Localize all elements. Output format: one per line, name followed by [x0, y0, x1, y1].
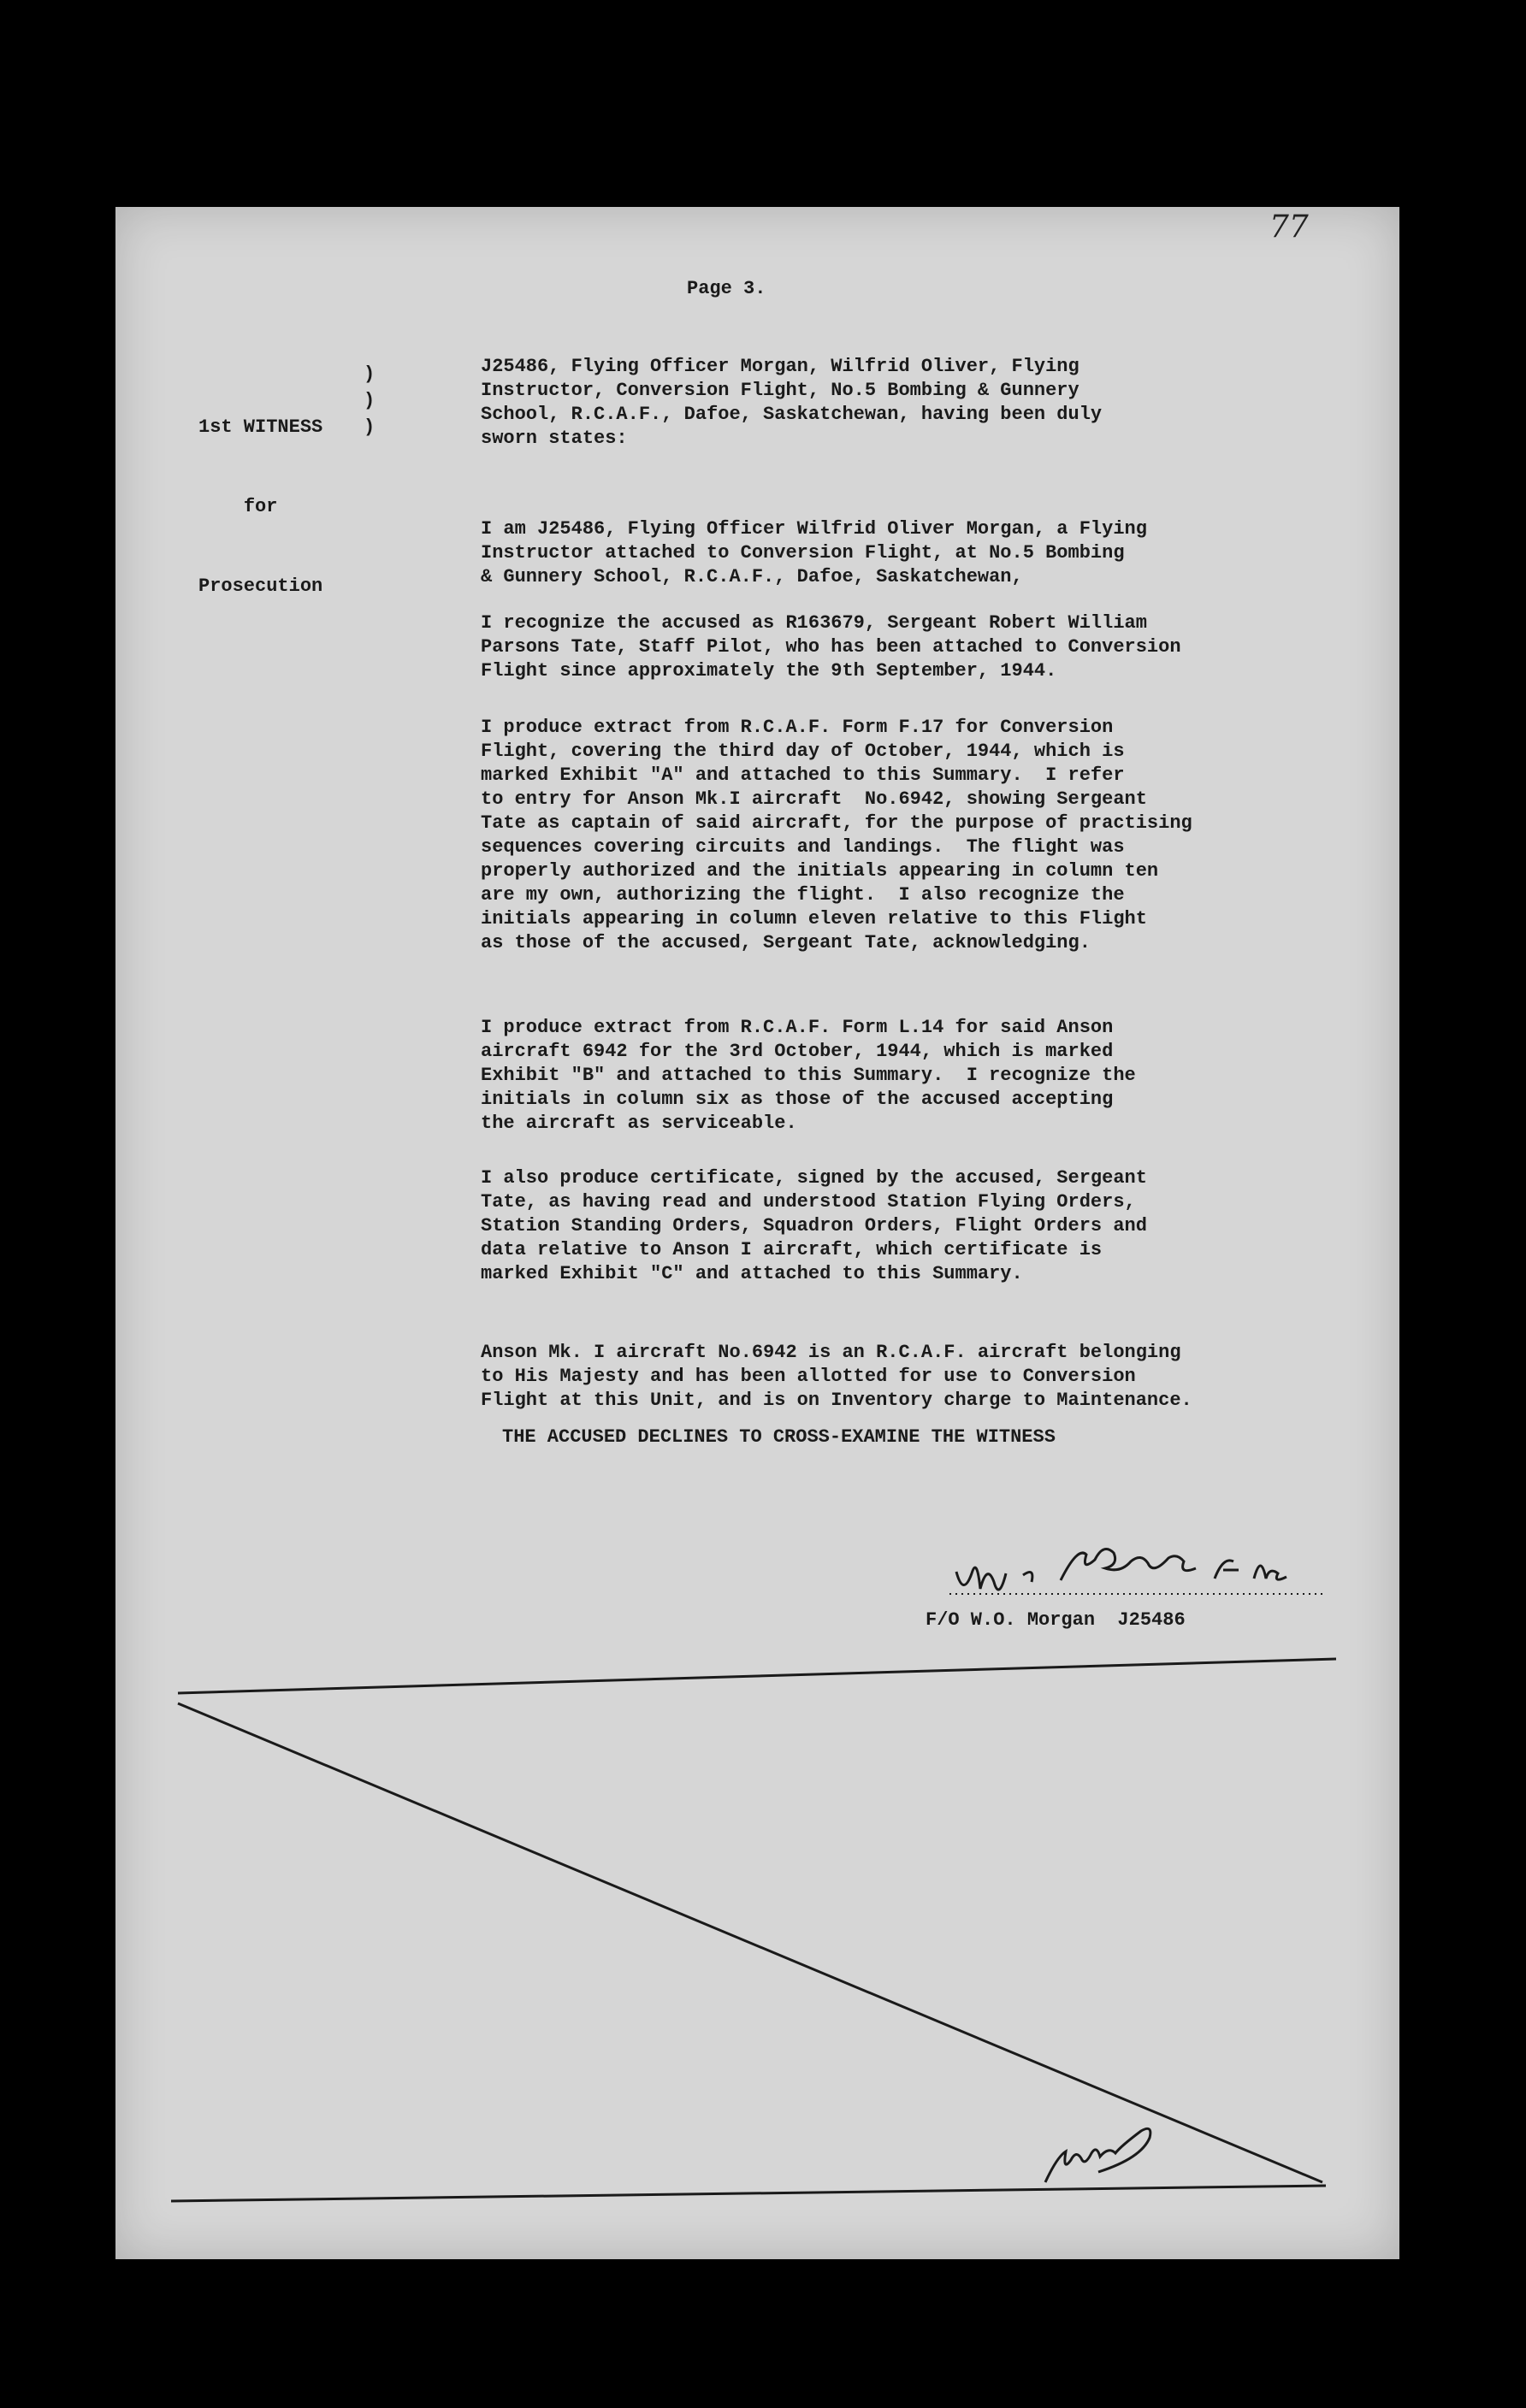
side-label-brackets: ) ) ) — [364, 363, 376, 438]
typed-signature-name: F/O W.O. Morgan J25486 — [926, 1609, 1186, 1631]
strike-line-top — [178, 1659, 1336, 1693]
paragraph-intro: J25486, Flying Officer Morgan, Wilfrid Oliver, Flying Instructor, Conversion Flight, No.5 Bombing & Gunnery School, R.C.A.F., Dafoe, Saskatchewan, having been duly sworn states: — [481, 356, 1103, 449]
paragraph-exhibit-b: I produce extract from R.C.A.F. Form L.14 for said Anson aircraft 6942 for the 3rd October, 1944, which is marked Exhibit "B" and attached to this Summary. I recognize the initials in column six as those of the accused accepting the aircraft as serviceable. — [481, 1017, 1136, 1134]
strike-line-diagonal — [178, 1703, 1322, 2182]
paragraph-exhibit-a: I produce extract from R.C.A.F. Form F.17 for Conversion Flight, covering the third day of October, 1944, which is marked Exhibit "A" and attached to this Summary. I refer to entry for Anson Mk.I aircraft No.6942, showing Sergeant Tate as captain of said aircraft, for the purpose of practising sequences covering circuits and landings. The flight was properly authorized and the initials appearing in column ten are my own, authorizing the flight. I also recognize the initials appearing in column eleven relative to this Flight as those of the accused, Sergeant Tate, acknowledging. — [481, 717, 1192, 953]
paragraph-exhibit-c: I also produce certificate, signed by the accused, Sergeant Tate, as having read and understood Station Flying Orders, Station Standing Orders, Squadron Orders, Flight Orders and data relative to Anson I aircraft, which certificate is marked Exhibit "C" and attached to this Summary. — [481, 1167, 1147, 1284]
side-label-line1: 1st WITNESS — [198, 416, 323, 438]
page-label: Page 3. — [687, 278, 766, 299]
side-label-line3: Prosecution — [198, 575, 323, 597]
paragraph-aircraft-ownership: Anson Mk. I aircraft No.6942 is an R.C.A.F. aircraft belonging to His Majesty and has been allotted for use to Conversion Flight at this Unit, and is on Inventory charge to Maintenance. — [481, 1342, 1192, 1411]
side-label-line2: for — [243, 496, 278, 517]
declaration-text: THE ACCUSED DECLINES TO CROSS-EXAMINE THE WITNESS — [502, 1426, 1056, 1448]
strike-line-bottom — [171, 2186, 1326, 2201]
paragraph-identity: I am J25486, Flying Officer Wilfrid Oliver Morgan, a Flying Instructor attached to Conversion Flight, at No.5 Bombing & Gunnery School, R.C.A.F., Dafoe, Saskatchewan, — [481, 518, 1147, 587]
handwritten-signature — [949, 1549, 1326, 1595]
handwritten-initials — [1045, 2128, 1150, 2182]
paragraph-recognize-accused: I recognize the accused as R163679, Sergeant Robert William Parsons Tate, Staff Pilot, who has been attached to Conversion Flight since approximately the 9th September, 1944. — [481, 612, 1181, 682]
handwritten-page-number: 77 — [1269, 210, 1309, 245]
